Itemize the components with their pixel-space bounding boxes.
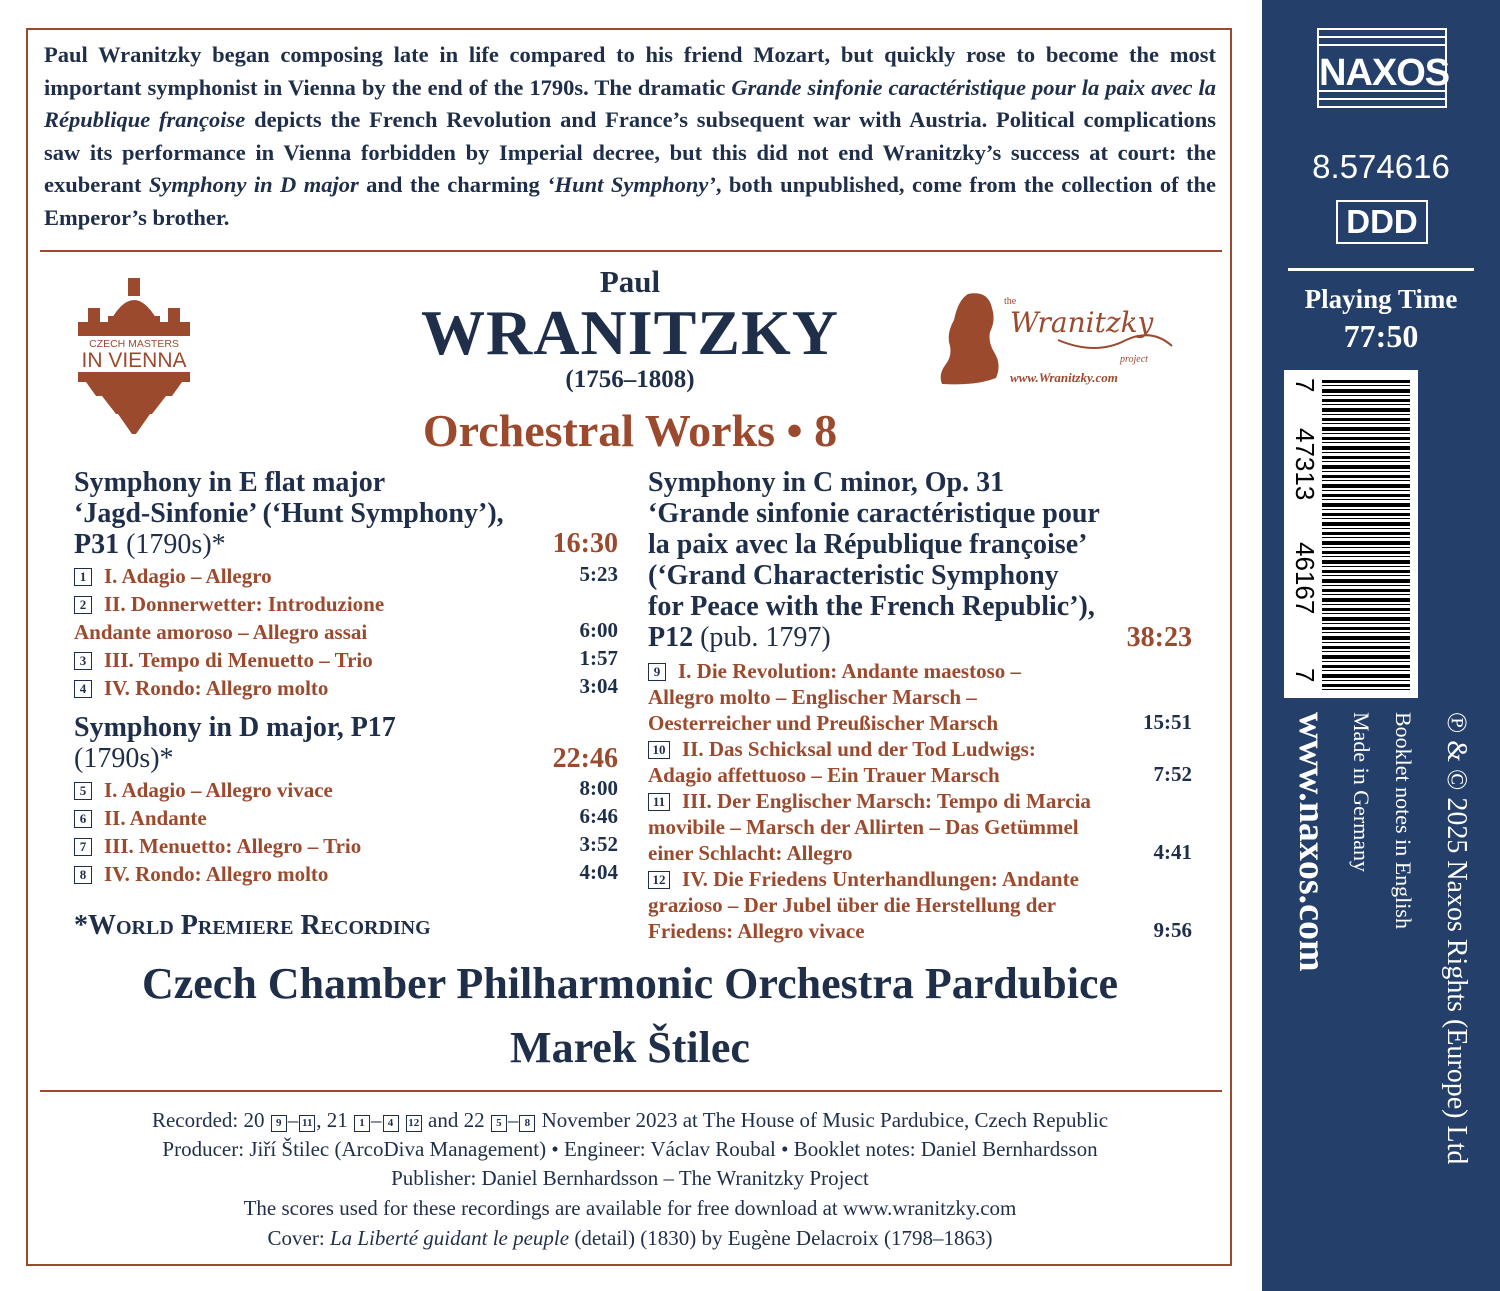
wranitzky-project-logo xyxy=(936,290,1196,394)
track-10-duration: 7:52 xyxy=(1153,762,1192,786)
track-8-duration: 4:04 xyxy=(579,860,618,884)
composer-last-name: WRANITZKY xyxy=(421,297,839,368)
track-number-box: 10 xyxy=(648,741,670,759)
work-3-total: 38:23 xyxy=(1126,622,1192,653)
barcode-digits-3: 46167 xyxy=(1290,542,1320,615)
track-5: 5 I. Adagio – Allegro vivace xyxy=(74,776,333,804)
cover-info: Cover: La Liberté guidant le peuple (detail) (1830) by Eugène Delacroix (1798–1863) xyxy=(267,1226,993,1250)
work-3-title: Symphony in C minor, Op. 31 ‘Grande sinfonie caractéristique pour la paix avec la République françoise’ (‘Grand Characteristic Symphony for Peace with the French Republic’), P12 (pub. 1797) xyxy=(648,467,1100,653)
track-6-duration: 6:46 xyxy=(579,804,618,828)
track-number-box: 12 xyxy=(648,871,670,889)
track-number-box: 5 xyxy=(74,782,92,800)
track-12: 12 IV. Die Friedens Unterhandlungen: Andante grazioso – Der Jubel über die Herstellung der Friedens: Allegro vivace xyxy=(648,867,1079,943)
track-1-duration: 5:23 xyxy=(579,562,618,586)
track-3: 3 III. Tempo di Menuetto – Trio xyxy=(74,646,373,674)
track-7-duration: 3:52 xyxy=(579,832,618,856)
logo-the: the xyxy=(1004,296,1017,307)
track-9: 9 I. Die Revolution: Andante maestoso – Allegro molto – Englischer Marsch – Oesterreicher und Preußischer Marsch xyxy=(648,659,1022,735)
signature-flourish-icon xyxy=(1056,330,1176,360)
track-3-duration: 1:57 xyxy=(579,646,618,670)
divider-top xyxy=(40,250,1222,252)
divider-bottom xyxy=(40,1090,1222,1092)
track-4: 4 IV. Rondo: Allegro molto xyxy=(74,674,328,702)
barcode-digits-2: 47313 xyxy=(1290,428,1320,501)
logo-line-2: IN VIENNA xyxy=(81,349,187,372)
czech-masters-logo xyxy=(72,278,196,438)
naxos-logo xyxy=(1317,28,1450,108)
track-number-box: 8 xyxy=(74,866,92,884)
copyright: ℗ & © 2025 Naxos Rights (Europe) Ltd xyxy=(1441,712,1472,1165)
naxos-wordmark: NAXOS xyxy=(1319,52,1450,94)
made-in: Made in Germany xyxy=(1349,712,1374,873)
website: www.naxos.com xyxy=(1291,712,1333,972)
logo-project: project xyxy=(1120,354,1148,365)
track-4-duration: 3:04 xyxy=(579,674,618,698)
recording-info: Recorded: 20 9 – 11 , 21 1 – 4 12 and 22 5 – 8 November 2023 at The House of Music Pardubice, Czech Republic xyxy=(151,1108,1109,1132)
logo-url: www.Wranitzky.com xyxy=(1010,370,1118,385)
work-1-total: 16:30 xyxy=(552,528,618,559)
logo-line-1: CZECH MASTERS xyxy=(89,338,179,350)
track-number-box: 4 xyxy=(74,680,92,698)
conductor-name: Marek Štilec xyxy=(510,1023,750,1072)
track-number-box: 3 xyxy=(74,652,92,670)
barcode-digit-4: 7 xyxy=(1290,668,1320,683)
logo-name: Wranitzky xyxy=(1010,306,1154,339)
scores-info: The scores used for these recordings are available for free download at www.wranitzky.com xyxy=(243,1196,1017,1220)
sidebar-divider xyxy=(1288,268,1474,271)
ddd-badge: DDD xyxy=(1336,200,1428,244)
portrait-silhouette-icon xyxy=(936,290,1006,390)
track-11-duration: 4:41 xyxy=(1153,840,1192,864)
work-2-title: Symphony in D major, P17 (1790s)* xyxy=(74,712,396,774)
publisher-info: Publisher: Daniel Bernhardsson – The Wranitzky Project xyxy=(391,1166,869,1190)
booklet-notes-language: Booklet notes in English xyxy=(1391,712,1416,929)
track-11: 11 III. Der Englischer Marsch: Tempo di Marcia movibile – Marsch der Allirten – Das Getümmel einer Schlacht: Allegro xyxy=(648,789,1091,865)
catalog-number: 8.574616 xyxy=(1312,148,1450,185)
track-2: 2 II. Donnerwetter: Introduzione Andante amoroso – Allegro assai xyxy=(74,592,385,644)
world-premiere-note: *World Premiere Recording xyxy=(74,910,431,941)
track-number-box: 7 xyxy=(74,838,92,856)
track-8: 8 IV. Rondo: Allegro molto xyxy=(74,860,328,888)
barcode xyxy=(1284,370,1418,698)
composer-first-name: Paul xyxy=(599,264,661,299)
track-10: 10 II. Das Schicksal und der Tod Ludwigs: Adagio affettuoso – Ein Trauer Marsch xyxy=(648,737,1036,787)
composer-dates: (1756–1808) xyxy=(565,366,695,393)
track-12-duration: 9:56 xyxy=(1153,918,1192,942)
track-1: 1 I. Adagio – Allegro xyxy=(74,562,272,590)
album-title: Orchestral Works • 8 xyxy=(422,405,838,456)
track-number-box: 9 xyxy=(648,663,666,681)
track-9-duration: 15:51 xyxy=(1143,710,1192,734)
work-2-total: 22:46 xyxy=(552,743,618,774)
track-number-box: 1 xyxy=(74,568,92,586)
track-number-box: 6 xyxy=(74,810,92,828)
track-7: 7 III. Menuetto: Allegro – Trio xyxy=(74,832,361,860)
barcode-digit-1: 7 xyxy=(1290,378,1320,393)
orchestra-name: Czech Chamber Philharmonic Orchestra Pardubice xyxy=(141,959,1119,1008)
playing-time-label: Playing Time xyxy=(1304,284,1458,314)
track-2-duration: 6:00 xyxy=(579,618,618,642)
track-number-box: 2 xyxy=(74,596,92,614)
work-1-title: Symphony in E flat major ‘Jagd-Sinfonie’ (‘Hunt Symphony’), P31 (1790s)* xyxy=(74,467,504,560)
sidebar xyxy=(1262,0,1500,1291)
track-6: 6 II. Andante xyxy=(74,804,207,832)
track-5-duration: 8:00 xyxy=(579,776,618,800)
track-number-box: 11 xyxy=(648,793,670,811)
intro-paragraph: Paul Wranitzky began composing late in life compared to his friend Mozart, but quickly rose to become the most important symphonist in Vienna by the end of the 1790s. The dramatic Grande sinfonie caractéristique pour la paix avec la République françoise depicts the French Revolution and France’s subsequent war with Austria. Political complications saw its performance in Vienna forbidden by Imperial decree, but this did not end Wranitzky’s success at court: the exuberant Symphony in D major and the charming ‘Hunt Symphony’, both unpublished, come from the collection of the Emperor’s brother. xyxy=(44,42,1217,230)
playing-time-value: 77:50 xyxy=(1343,318,1419,354)
producer-info: Producer: Jiří Štilec (ArcoDiva Management) • Engineer: Václav Roubal • Booklet notes: Daniel Bernhardsson xyxy=(162,1137,1098,1161)
